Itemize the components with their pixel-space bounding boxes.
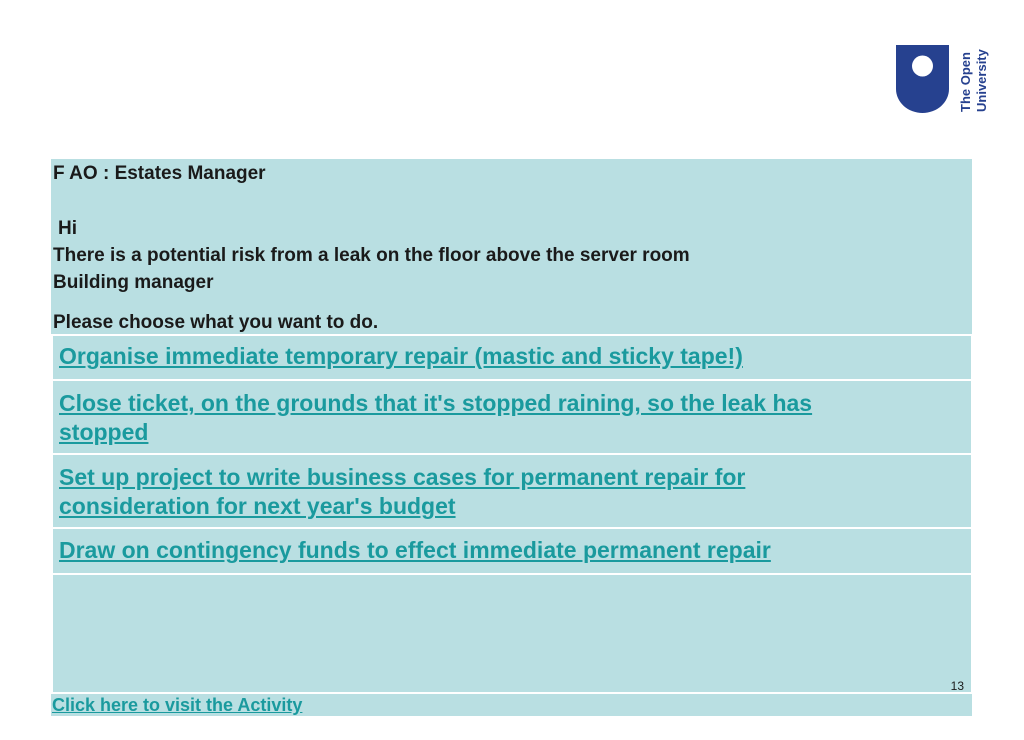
option-contingency-funds-link[interactable] [59,536,771,565]
activity-bar [51,694,972,716]
sender-signature: Building manager [53,272,214,293]
logo-text-line1: The Open [958,52,973,112]
option-row-1 [53,336,971,379]
option-row-2 [53,381,971,453]
option-temporary-repair-link[interactable] [59,342,743,371]
option-2-line1: Close ticket, on the grounds that it's stopped raining, so the leak has [59,390,813,416]
option-2-line2: stopped [59,419,149,445]
greeting-line: Hi [58,218,77,239]
logo-text-line2: University [974,49,989,112]
option-3-line2: consideration for next year's budget [59,493,456,519]
visit-activity-link[interactable]: Click here to visit the Activity [52,695,303,715]
fao-line: F AO : Estates Manager [53,163,266,184]
message-body: There is a potential risk from a leak on the floor above the server room [53,245,690,266]
option-row-3 [53,455,971,527]
option-business-case-link[interactable] [59,463,745,521]
choice-prompt: Please choose what you want to do. [53,312,379,333]
option-1-line1: Organise immediate temporary repair (mastic and sticky tape!) [59,343,743,369]
option-4-line1: Draw on contingency funds to effect immediate permanent repair [59,537,771,563]
page-number: 13 [950,679,964,693]
option-row-4 [53,529,971,573]
message-panel [51,159,972,334]
open-university-logo [895,45,990,113]
option-3-line1: Set up project to write business cases for permanent repair for [59,464,746,490]
empty-panel [53,575,971,692]
option-close-ticket-link[interactable] [59,389,812,447]
open-university-logo-mark [895,45,990,113]
